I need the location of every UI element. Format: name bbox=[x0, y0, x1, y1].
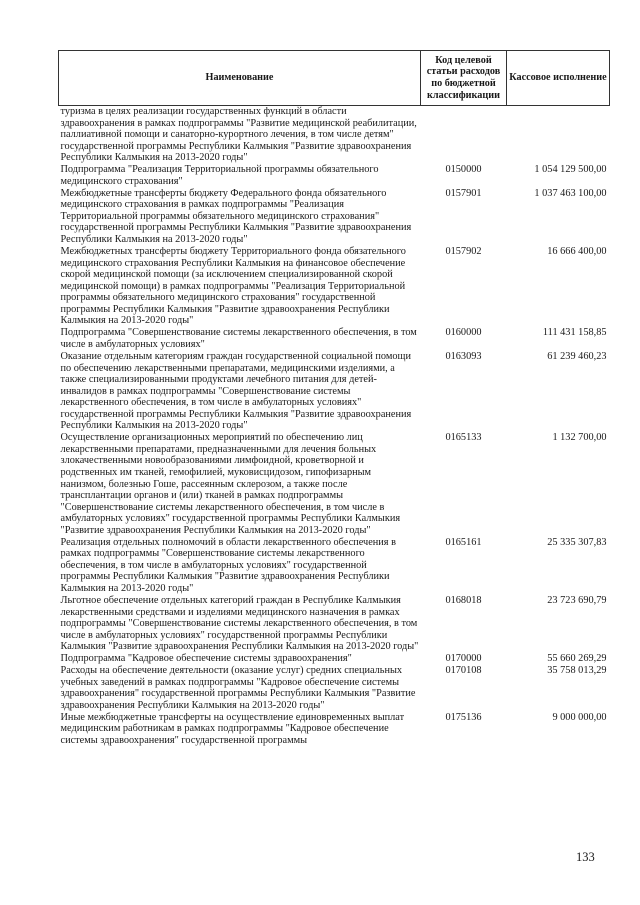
row-name: Межбюджетные трансферты бюджету Федерального фонда обязательного медицинского страхования в рамках подпрограммы "Реализация Территориальной программы обязательного медицинского страхования" государственной программы Республики Калмыкия "Развитие здравоохранения Республики Калмыкия на 2013-2020 годы" bbox=[60, 187, 412, 246]
row-name: Межбюджетных трансферты бюджету Территориального фонда обязательного медицинского страхования Республики Калмыкия на финансовое обеспечение скорой медицинской помощи (за исключением специализированной скорой медицинской помощи) в рамках подпрограммы "Реализация Территориальной программы обязательного медицинского страхования" государственной программы Республики Калмыкия "Развитие здравоохранения Республики Калмыкия на 2013-2020 годы" bbox=[60, 246, 406, 327]
row-name: Иные межбюджетные трансферты на осуществление единовременных выплат медицинским работникам в рамках подпрограммы "Кадровое обеспечение системы здравоохранения" государственной программы bbox=[60, 711, 405, 747]
row-amount: 9 000 000,00 bbox=[552, 711, 607, 723]
table-row bbox=[59, 653, 610, 665]
table-row bbox=[59, 246, 610, 327]
row-code: 0157902 bbox=[445, 246, 482, 258]
row-amount: 1 037 463 100,00 bbox=[534, 187, 607, 199]
header-name: Наименование bbox=[59, 51, 421, 106]
row-amount: 23 723 690,79 bbox=[547, 594, 607, 606]
row-name: Подпрограмма "Реализация Территориальной программы обязательного медицинского страхования" bbox=[60, 164, 379, 187]
row-amount: 35 758 013,29 bbox=[547, 665, 607, 677]
row-amount: 16 666 400,00 bbox=[547, 246, 607, 258]
row-name: Льготное обеспечение отдельных категорий граждан в Республике Калмыкия лекарственными средствами и изделиями медицинского назначения в рамках подпрограммы "Совершенствование системы лекарственного обеспечения, в том числе в амбулаторных условиях" государственной программы Республики Калмыкия "Развитие здравоохранения Республики Калмыкия на 2013-2020 годы" bbox=[60, 594, 419, 653]
row-code: 0163093 bbox=[445, 350, 482, 362]
budget-table bbox=[58, 50, 610, 747]
row-code: 0168018 bbox=[445, 594, 482, 606]
table-row bbox=[59, 188, 610, 246]
row-amount: 61 239 460,23 bbox=[547, 350, 607, 362]
row-code: 0165133 bbox=[445, 432, 482, 444]
row-name: туризма в целях реализации государственных функций в области здравоохранения в рамках подпрограммы "Развитие медицинской реабилитации, паллиативной помощи и санаторно-курортного лечения, в том числе детям" государственной программы Республики Калмыкия "Развитие здравоохранения Республики Калмыкия на 2013-2020 годы" bbox=[60, 106, 417, 164]
table-row bbox=[59, 351, 610, 432]
header-code: Код целевой статьи расходов по бюджетной классификации bbox=[421, 51, 507, 106]
table-row bbox=[59, 327, 610, 351]
table-row bbox=[59, 164, 610, 188]
row-name: Подпрограмма "Кадровое обеспечение системы здравоохранения" bbox=[60, 653, 352, 665]
row-amount: 111 431 158,85 bbox=[542, 327, 607, 339]
row-name: Оказание отдельным категориям граждан государственной социальной помощи по обеспечению лекарственными препаратами, медицинскими изделиями, а также специализированными продуктами лечебного питания для детей-инвалидов в рамках подпрограммы "Совершенствование системы лекарственного обеспечения, в том числе в амбулаторных условиях" государственной программы Республики Калмыкия "Развитие здравоохранения Республики Калмыкия на 2013-2020 годы" bbox=[60, 350, 412, 432]
header-amount: Кассовое исполнение bbox=[507, 51, 610, 106]
table-row bbox=[59, 665, 610, 712]
table-row bbox=[59, 106, 610, 165]
row-amount: 25 335 307,83 bbox=[547, 536, 607, 548]
row-name: Расходы на обеспечение деятельности (оказание услуг) средних специальных учебных заведений в рамках подпрограммы "Кадровое обеспечение системы здравоохранения" государственной программы Республики Калмыкия "Развитие здравоохранения Республики Калмыкия на 2013-2020 годы" bbox=[60, 665, 416, 711]
row-amount: 1 132 700,00 bbox=[552, 432, 607, 444]
row-amount: 1 054 129 500,00 bbox=[534, 164, 607, 176]
row-code: 0160000 bbox=[445, 327, 482, 339]
row-code: 0170000 bbox=[445, 653, 482, 665]
row-name: Реализация отдельных полномочий в области лекарственного обеспечения в рамках подпрограммы "Совершенствование системы лекарственного обеспечения, в том числе в амбулаторных условиях" государственной программы Республики Калмыкия "Развитие здравоохранения Республики Калмыкия на 2013-2020 годы" bbox=[60, 536, 396, 594]
row-code: 0150000 bbox=[445, 164, 482, 176]
row-name: Подпрограмма "Совершенствование системы лекарственного обеспечения, в том числе в амбулаторных условиях" bbox=[60, 327, 417, 350]
page-number: 133 bbox=[576, 850, 595, 864]
row-code: 0157901 bbox=[445, 187, 482, 199]
row-code bbox=[421, 106, 507, 165]
table-row bbox=[59, 537, 610, 595]
row-code: 0165161 bbox=[445, 536, 482, 548]
row-name: Осуществление организационных мероприятий по обеспечению лиц лекарственными препаратами, предназначенными для лечения больных злокачественными новообразованиями лимфоидной, кроветворной и родственных им тканей, гемофилией, муковисцидозом, гипофизарным нанизмом, болезнью Гоше, рассеянным склерозом, а также после трансплантации органов и (или) тканей в рамках подпрограммы "Совершенствование системы лекарственного обеспечения, в том числе в амбулаторных условиях" государственной программы Республики Калмыкия "Развитие здравоохранения Республики Калмыкия на 2013-2020 годы" bbox=[60, 432, 401, 536]
table-row bbox=[59, 595, 610, 653]
table-row bbox=[59, 432, 610, 536]
row-code: 0170108 bbox=[445, 665, 482, 677]
table-body bbox=[59, 106, 610, 748]
row-amount bbox=[507, 106, 610, 165]
table-row bbox=[59, 712, 610, 747]
row-amount: 55 660 269,29 bbox=[547, 653, 607, 665]
row-code: 0175136 bbox=[445, 711, 482, 723]
table-header bbox=[59, 51, 610, 106]
